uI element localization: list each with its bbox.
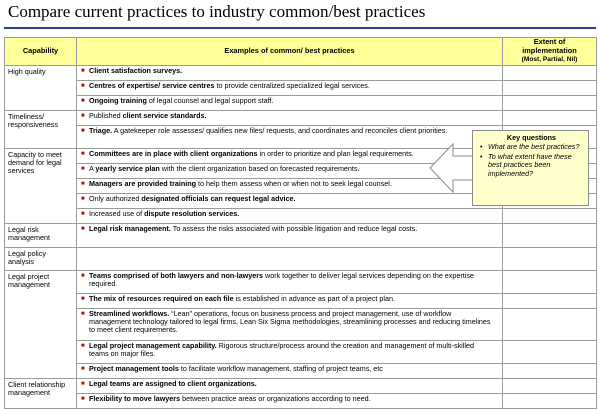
bullet-icon: ■ — [81, 365, 85, 372]
extent-cell[interactable] — [503, 65, 597, 80]
example-cell — [77, 340, 503, 363]
key-question-text: What are the best practices? — [488, 142, 580, 152]
table-row — [5, 363, 597, 378]
example-text: in order to prioritize and plan legal requirements. — [257, 148, 414, 158]
extent-cell[interactable] — [503, 208, 597, 223]
bullet-icon: ■ — [81, 310, 85, 317]
extent-cell[interactable] — [503, 363, 597, 378]
capability-cell: High quality — [5, 65, 77, 110]
extent-cell[interactable] — [503, 110, 597, 125]
extent-cell[interactable] — [503, 308, 597, 340]
example-cell — [77, 378, 503, 393]
example-bold-text: Managers are provided training — [89, 178, 197, 188]
bullet-icon: ■ — [81, 342, 85, 349]
bullet-icon: ■ — [81, 195, 85, 202]
example-text-prefix: Only authorized — [89, 193, 142, 203]
example-bold-text: The mix of resources required on each file — [89, 293, 234, 303]
capability-cell: Legal risk management — [5, 223, 77, 247]
bullet-icon: ■ — [81, 67, 85, 74]
header-extent — [503, 38, 597, 66]
bullet-icon: ■ — [81, 150, 85, 157]
example-text: with the client organization based on forecasted requirements. — [159, 163, 360, 173]
example-text: to provide centralized specialized legal services. — [214, 80, 370, 90]
key-question-item — [480, 142, 584, 152]
bullet-icon: ■ — [81, 295, 85, 302]
example-cell — [77, 223, 503, 247]
example-cell — [77, 65, 503, 80]
example-bold-text: client service standards. — [122, 110, 207, 120]
example-text: of legal counsel and legal support staff. — [146, 95, 274, 105]
table-row — [5, 270, 597, 293]
example-bold-text: yearly service plan — [95, 163, 160, 173]
bullet-icon: ■ — [81, 97, 85, 104]
example-cell — [77, 80, 503, 95]
example-bold-text: Committees are in place with client organizations — [89, 148, 258, 158]
example-cell — [77, 393, 503, 408]
example-text: between practice areas or organizations according to need. — [180, 393, 371, 403]
table-row — [5, 110, 597, 125]
example-cell — [77, 363, 503, 378]
example-bold-text: Legal project management capability. — [89, 340, 217, 350]
bullet-icon: ■ — [81, 380, 85, 387]
bullet-dot-icon: • — [480, 142, 483, 152]
example-bold-text: Triage. — [89, 125, 113, 135]
example-text-prefix: Published — [89, 110, 123, 120]
example-bold-text: Ongoing training — [89, 95, 147, 105]
capability-cell: Legal policy analysis — [5, 247, 77, 270]
bullet-icon: ■ — [81, 82, 85, 89]
example-text: “Lean” operations, focus on business process and project management, use of workflow management technology tailored to legal firms, Lean Six Sigma methodologies, streamlining processes and reducing timelines to meet client requirements. — [89, 308, 491, 335]
example-text-prefix: Increased use of — [89, 208, 145, 218]
key-question-text: To what extent have these best practices been implemented? — [488, 151, 572, 178]
example-bold-text: Project management tools — [89, 363, 179, 373]
example-text: To assess the risks associated with possible litigation and reduce legal costs. — [170, 223, 418, 233]
key-questions-title: Key questions — [506, 133, 557, 142]
example-bold-text: Legal teams are assigned to client organizations. — [89, 378, 257, 388]
table-row — [5, 95, 597, 110]
header-capability: Capability — [5, 38, 77, 66]
example-cell — [77, 308, 503, 340]
capability-cell: Client relationship management — [5, 378, 77, 408]
example-cell — [77, 270, 503, 293]
key-questions-callout — [472, 130, 589, 206]
table-row — [5, 80, 597, 95]
example-bold-text: Streamlined workflows. — [89, 308, 170, 318]
key-question-item — [480, 151, 584, 178]
table-row — [5, 340, 597, 363]
bullet-icon: ■ — [81, 210, 85, 217]
table-row — [5, 247, 597, 270]
title-divider — [4, 27, 596, 29]
key-questions-list — [479, 143, 584, 178]
example-text: Rigorous structure/process around the creation and management of multi-skilled teams on major files. — [89, 340, 474, 358]
example-text: is established in advance as part of a project plan. — [233, 293, 396, 303]
table-row — [5, 223, 597, 247]
bullet-icon: ■ — [81, 225, 85, 232]
page-title: Compare current practices to industry common/best practices — [8, 2, 426, 21]
example-bold-text: Flexibility to move lawyers — [89, 393, 181, 403]
example-text: to help them assess when or when not to seek legal counsel. — [196, 178, 392, 188]
capability-cell: Capacity to meet demand for legal services — [5, 148, 77, 223]
example-cell — [77, 293, 503, 308]
header-examples: Examples of common/ best practices — [77, 38, 503, 66]
header-extent-line1: Extent of — [533, 37, 566, 46]
extent-cell[interactable] — [503, 378, 597, 393]
capability-cell: Legal project management — [5, 270, 77, 378]
table-row — [5, 393, 597, 408]
extent-cell[interactable] — [503, 293, 597, 308]
extent-cell[interactable] — [503, 80, 597, 95]
example-text: A gatekeeper role assesses/ qualifies new files/ requests, and coordinates and reconciles client priorities. — [112, 125, 448, 135]
example-cell — [77, 247, 503, 270]
bullet-icon: ■ — [81, 395, 85, 402]
bullet-icon: ■ — [81, 180, 85, 187]
best-practices-table — [4, 37, 597, 409]
extent-cell[interactable] — [503, 95, 597, 110]
example-text: to facilitate workflow management, staffing of project teams, etc — [178, 363, 383, 373]
bullet-icon: ■ — [81, 112, 85, 119]
table-row — [5, 65, 597, 80]
example-cell — [77, 208, 503, 223]
example-cell — [77, 95, 503, 110]
example-cell — [77, 110, 503, 125]
table-row — [5, 378, 597, 393]
bullet-icon: ■ — [81, 127, 85, 134]
extent-cell[interactable] — [503, 247, 597, 270]
example-bold-text: Legal risk management. — [89, 223, 171, 233]
extent-cell[interactable] — [503, 393, 597, 408]
table-row — [5, 293, 597, 308]
left-arrow-icon — [429, 130, 475, 206]
header-extent-line2: implementation — [522, 45, 577, 55]
extent-cell[interactable] — [503, 270, 597, 293]
bullet-icon: ■ — [81, 272, 85, 279]
capability-cell: Timeliness/ responsiveness — [5, 110, 77, 148]
example-bold-text: Teams comprised of both lawyers and non-lawyers — [89, 270, 264, 280]
extent-cell[interactable] — [503, 223, 597, 247]
bullet-icon: ■ — [81, 165, 85, 172]
bullet-dot-icon: • — [480, 151, 483, 161]
example-text-prefix: A — [89, 163, 96, 173]
example-bold-text: dispute resolution services. — [144, 208, 240, 218]
header-extent-line3: (Most, Partial, Nil) — [521, 56, 578, 63]
example-text: work together to deliver legal services depending on the expertise required. — [89, 270, 474, 288]
table-header-row — [5, 38, 597, 66]
example-bold-text: designated officials can request legal advice. — [141, 193, 296, 203]
example-bold-text: Client satisfaction surveys. — [89, 65, 183, 75]
example-bold-text: Centres of expertise/ service centres — [89, 80, 215, 90]
table-row — [5, 208, 597, 223]
extent-cell[interactable] — [503, 340, 597, 363]
table-row — [5, 308, 597, 340]
